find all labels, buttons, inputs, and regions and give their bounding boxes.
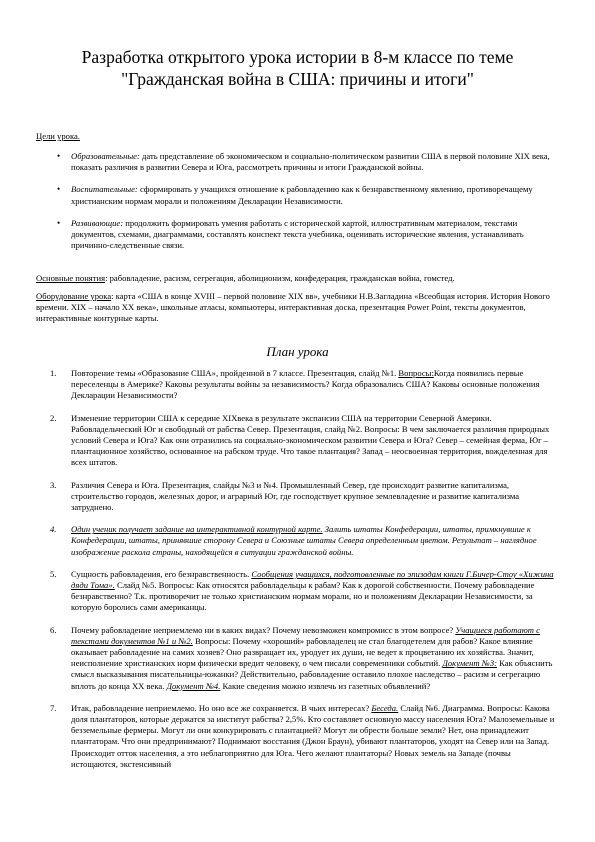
goal-text: дать представление об экономическом и социально-политическом развитии США в первой половине XIX века, показать различия в развитии Севера и Юга, рассмотреть причины и итоги Гражданской войны. [71, 151, 550, 173]
equipment-text: : карта «США в конце XVIII – первой половине XIX вв», учебники Н.В.Загладина «Всеобщая история. История Нового времени. XIX – начало XX века», школьные атласы, компьютеры, интерактивная доска, презентация Power Point, тексты документов, интерактивные контурные карты. [36, 291, 550, 324]
plan-step-7 [50, 702, 559, 770]
step-number: 4. [50, 524, 57, 535]
lesson-equipment [36, 291, 558, 325]
goal-developing [71, 218, 557, 252]
step-number: 2. [50, 412, 57, 423]
goals-heading: Цели урока. [36, 131, 80, 141]
step-number: 7. [50, 702, 57, 713]
goal-term: Воспитательные: [71, 184, 138, 195]
step-questions-label: Вопросы: [398, 368, 434, 378]
step-text: Итак, рабовладение неприемлемо. Но оно все же сохраняется. В чьих интересах? [71, 702, 372, 713]
step-text: Какие сведения можно извлечь из газетных объявлений? [220, 680, 431, 691]
document-label: Документ №4. [166, 680, 221, 691]
step-task-label: Сообщения учащихся, подготовленные по эпизодам книги Г.Бичер-Стоу «Хижина дяди Тома». [71, 568, 554, 591]
key-concepts-text: : рабовладение, расизм, сегрегация, аболиционизм, конфедерация, гражданская война, гомстед. [105, 273, 455, 283]
goal-term: Образовательные: [71, 151, 140, 161]
plan-step-3 [50, 479, 559, 514]
step-text: Залить штаты Конфедерации, штаты, примкнувшие к Конфедерации, штаты, принявшие сторону Севера и Союзные штаты Севера определенным цветом. Результат – наглядное изображение раскола страны, находящейся в ситуации гражданской войны. [71, 524, 537, 557]
goal-text: продолжить формировать умения работать с исторической картой, иллюстративным материалом, текстами документов, схемами, диаграммами, составлять конспект текста учебника, оценивать исторические явления, устанавливать причинно-следственные связи. [71, 217, 524, 251]
step-number: 1. [50, 368, 57, 378]
equipment-label: Оборудование урока [36, 291, 112, 301]
step-task-label: Учащиеся работают с текстами документов №1 и №2. [71, 624, 540, 646]
goals-list [71, 151, 557, 262]
goal-text: сформировать у учащихся отношение к рабовладению как к безнравственному явлению, противоречащему христианским нормам морали и положениям Декларации Независимости. [71, 184, 533, 206]
plan-step-5 [50, 568, 559, 614]
document-label: Документ №3: [442, 658, 497, 669]
key-concepts [36, 273, 558, 284]
step-text: Сущность рабовладения, его безнравственность. [71, 568, 252, 579]
lesson-plan [50, 368, 559, 781]
step-number: 6. [50, 624, 57, 635]
step-text: Изменение территории США к середине XIXвека в результате экспансии США на территории Северной Америки. Рабовладельческий Юг и свободный от рабства Север. Презентация, слайд №2. Вопросы: В чем заключается различия природных условий Севера и Юга? Как они отразились на социально-экономическом развитии Севера и Юга? Север – семейная ферма, Юг – плантационное хозяйство, основанное на рабском труде. Что такое плантация? Запад – неосвоенная территория, вожделенная для всех штатов. [71, 412, 550, 468]
step-text: Различия Севера и Юга. Презентация, слайды №3 и №4. Промышленный Север, где происходит развитие капитализма, строительство городов, железных дорог, и аграрный Юг, где господствует крупное землевладение и развитие капитализма затруднено. [71, 479, 520, 513]
step-text: Повторение темы «Образование США», пройденной в 7 классе. Презентация, слайд №1. [71, 368, 399, 378]
step-number: 5. [50, 568, 57, 579]
step-number: 3. [50, 479, 57, 490]
step-text: Когда появились первые переселенцы в Америке? Каковы результаты войны за независимость? Когда образовались США? Каковы основные положения Декларации Независимости? [71, 368, 540, 401]
step-text: Слайд №5. Вопросы: Как относятся рабовладельцы к рабам? Как к дорогой собственности. Почему рабовладение безнравственно? Т.к. противоречит не только христианским нормам морали, но и положениям Декларации Независимости, за которую боролись сами американцы. [71, 580, 535, 613]
plan-step-6 [50, 624, 559, 692]
plan-title: План урока [266, 344, 329, 359]
step-text: Вопросы: Почему «хороший» рабовладелец не стал благодетелем для рабов? Какое влияние оказывает рабовладение на самих хозяев? Оно развращает их, уродует их души, не ведет к процветанию их хозяйства. Значит, неисполнение христианских норм физически вредит человеку, о чем писали современники событий. [71, 635, 534, 669]
plan-step-4 [50, 524, 559, 558]
key-concepts-label: Основные понятия [36, 273, 106, 283]
goal-upbringing [71, 184, 557, 206]
goal-educational [71, 151, 557, 173]
step-task-label: Один ученик получает задание на интерактивной контурной карте. [71, 524, 323, 535]
step-text: Как объяснить смысл высказывания писательницы-южанки? Действительно, рабовладение оставило плохое наследство – расизм и сегрегацию вплоть до конца XX века. [71, 658, 553, 691]
goal-term: Развивающие: [71, 217, 124, 228]
plan-step-2 [50, 412, 559, 469]
plan-step-1 [50, 368, 559, 402]
document-title: Разработка открытого урока истории в 8-м классе по теме "Гражданская война в США: причины и итоги" [81, 47, 514, 89]
step-text: Слайд №6. Диаграмма. Вопросы: Какова доля плантаторов, которые держатся за институт рабства? 2,5%. Кто составляет основную массу населения Юга? Малоземельные и безземельные фермеры. Могут ли они конкурировать с плантацией? Могут ли обрести больше земли? Нет, она принадлежит плантаторам. Что они предпринимают? Поднимают восстания (Джон Браун), убивают плантаторов, уходят на Север или на Запад. Происходит отток населения, а это неблагоприятно для Юга. Чего желают плантаторы? Новых земель на Западе (почвы истощаются, экстенсивный [71, 702, 555, 769]
step-task-label: Беседа. [371, 702, 399, 713]
step-text: Почему рабовладение неприемлемо ни в каких видах? Почему невозможен компромисс в этом вопросе? [71, 624, 456, 635]
